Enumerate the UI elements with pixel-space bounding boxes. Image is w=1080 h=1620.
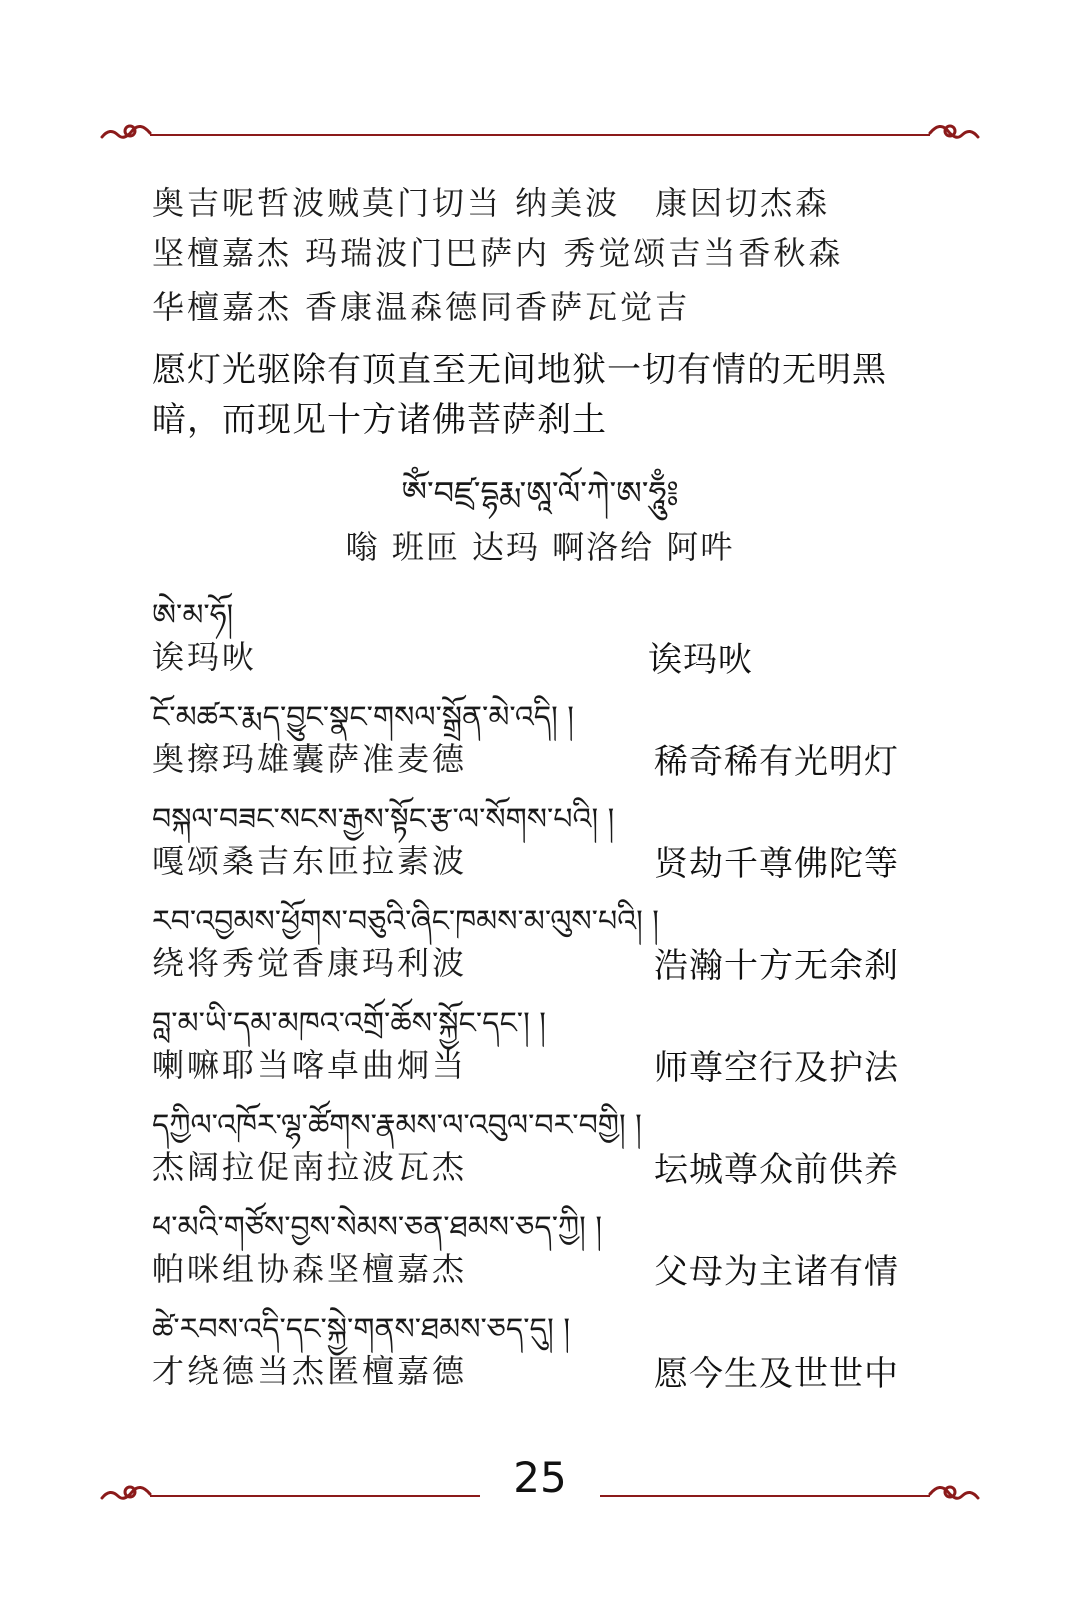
scroll-ornament-icon — [100, 115, 980, 155]
verse-7-translit: 才绕德当杰匿檀嘉德 — [152, 1352, 468, 1390]
verse-6-translit: 帕咪组协森坚檀嘉杰 — [152, 1250, 468, 1288]
verse-5-tibetan: དཀྱིལ་འཁོར་ལྷ་ཚོགས་རྣམས་ལ་འབུལ་བར་བགྱི། ། — [152, 1108, 642, 1143]
intro-chinese-line-1: 愿灯光驱除有顶直至无间地狱一切有情的无明黑 — [152, 352, 887, 389]
verse-4-chinese: 师尊空行及护法 — [654, 1050, 899, 1087]
verse-1-tibetan: ངོ་མཚར་རྨད་བྱུང་སྣང་གསལ་སྒྲོན་མེ་འདི། ། — [152, 700, 574, 735]
section-chinese-heading: 诶玛吙 — [648, 642, 753, 679]
verse-6-chinese: 父母为主诸有情 — [654, 1254, 899, 1291]
verse-2-chinese: 贤劫千尊佛陀等 — [654, 846, 899, 883]
verse-1-chinese: 稀奇稀有光明灯 — [654, 744, 899, 781]
page-number — [0, 1453, 1080, 1502]
verse-2-translit: 嘎颂桑吉东匝拉素波 — [152, 842, 468, 880]
verse-7-chinese: 愿今生及世世中 — [654, 1356, 899, 1393]
verse-3-tibetan: རབ་འབྱམས་ཕྱོགས་བཅུའི་ཞིང་ཁམས་མ་ལུས་པའི། ། — [152, 904, 659, 939]
verse-1-translit: 奥擦玛雄囊萨准麦德 — [152, 740, 468, 778]
page-number-text: 25 — [499, 1453, 580, 1502]
section-translit-heading: 诶玛吙 — [152, 638, 258, 676]
intro-translit-line-3: 华檀嘉杰 香康温森德同香萨瓦觉吉 — [152, 288, 691, 326]
intro-translit-line-1: 奥吉呢哲波贼莫门切当 纳美波 康因切杰森 — [152, 184, 831, 222]
verse-4-tibetan: བླ་མ་ཡི་དམ་མཁའ་འགྲོ་ཆོས་སྐྱོང་དང་། ། — [152, 1006, 546, 1041]
verse-4-translit: 喇嘛耶当喀卓曲炯当 — [152, 1046, 468, 1084]
verse-6-tibetan: ཕ་མའི་གཙོས་བྱས་སེམས་ཅན་ཐམས་ཅད་ཀྱི། ། — [152, 1210, 603, 1245]
intro-translit-line-2: 坚檀嘉杰 玛瑞波门巴萨内 秀觉颂吉当香秋森 — [152, 234, 844, 272]
mantra-chinese: 嗡 班匝 达玛 啊洛给 阿吽 — [345, 528, 735, 566]
mantra-tibetan: ༀ་བཛྲ་དྷརྨ་ཨཱ་ལོ་ཀེ་ཨ་ཧཱུྃ༔ — [401, 474, 679, 512]
verse-7-tibetan: ཚེ་རབས་འདི་དང་སྐྱེ་གནས་ཐམས་ཅད་དུ། ། — [152, 1312, 571, 1347]
verse-3-chinese: 浩瀚十方无余刹 — [654, 948, 899, 985]
verse-3-translit: 绕将秀觉香康玛利波 — [152, 944, 468, 982]
verse-5-translit: 杰阔拉促南拉波瓦杰 — [152, 1148, 468, 1186]
top-ornament-rule — [100, 115, 980, 155]
section-tibetan-heading: ཨེ་མ་ཧོ། — [152, 598, 234, 633]
verse-2-tibetan: བསྐལ་བཟང་སངས་རྒྱས་སྟོང་རྩ་ལ་སོགས་པའི། ། — [152, 802, 615, 837]
verse-5-chinese: 坛城尊众前供养 — [654, 1152, 899, 1189]
intro-chinese-line-2: 暗，而现见十方诸佛菩萨刹土 — [152, 402, 607, 439]
